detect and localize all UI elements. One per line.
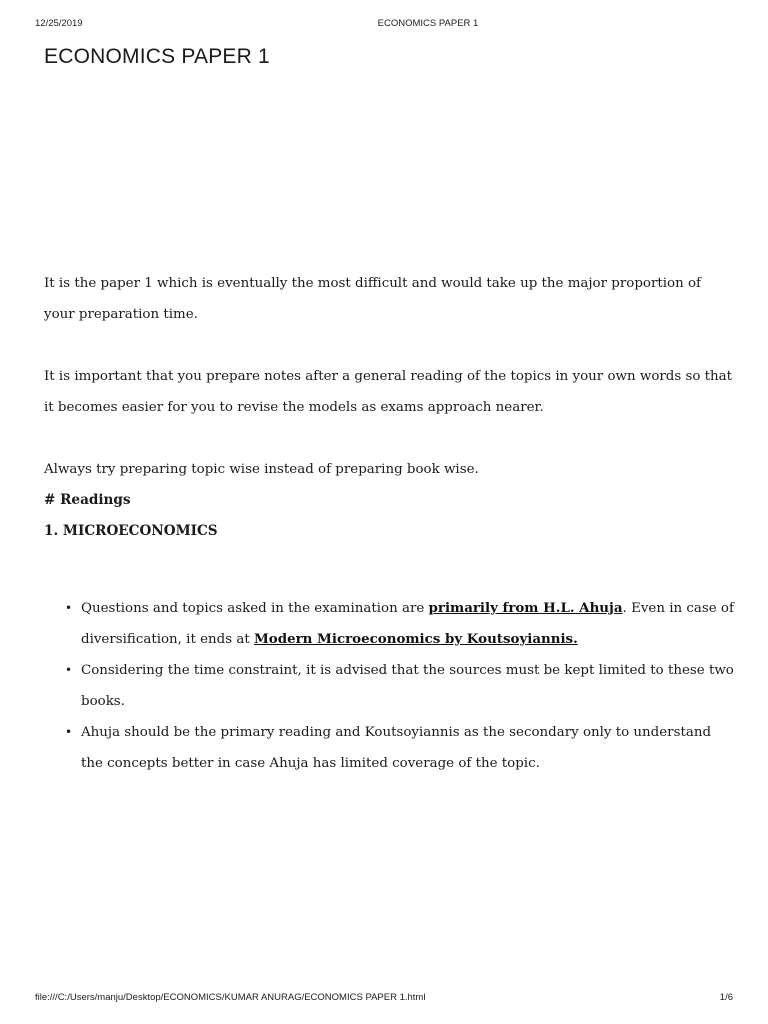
document-body [44,268,734,779]
list-item [65,593,734,655]
file-path: file:///C:/Users/manju/Desktop/ECONOMICS/KUMAR ANURAG/ECONOMICS PAPER 1.html [35,992,426,1003]
paragraph-topic-wise: Always try preparing topic wise instead of preparing book wise. [44,462,479,477]
readings-list [44,593,734,779]
paragraph-notes: It is important that you prepare notes after a general reading of the topics in your own words so that it becomes easier for you to revise the models as exams approach nearer. [44,369,733,415]
list-item [65,717,734,779]
print-header [0,18,768,32]
bullet-icon: • [65,725,73,739]
list-item-text: . Even in case of diversification, it ends at [81,601,734,647]
microeconomics-heading: 1. MICROECONOMICS [44,523,218,539]
link-hl-ahuja[interactable]: primarily from H.L. Ahuja [428,600,623,616]
print-header-title: ECONOMICS PAPER 1 [377,18,479,29]
bullet-icon: • [65,663,73,677]
list-item-text: Considering the time constraint, it is advised that the sources must be kept limited to these two books. [81,663,734,709]
list-item-text: Questions and topics asked in the examination are [81,601,429,616]
list-item [65,655,734,717]
print-footer [0,992,768,1006]
readings-heading: # Readings [44,492,131,508]
list-item-text: Ahuja should be the primary reading and Koutsoyiannis as the secondary only to understand the concepts better in case Ahuja has limited coverage of the topic. [81,725,712,771]
print-date: 12/25/2019 [35,18,83,29]
link-koutsoyiannis[interactable]: Modern Microeconomics by Koutsoyiannis. [253,631,578,647]
bullet-icon: • [65,601,73,615]
page-title: ECONOMICS PAPER 1 [44,45,270,68]
page-number: 1/6 [719,992,733,1003]
paragraph-intro: It is the paper 1 which is eventually the most difficult and would take up the major proportion of your preparation time. [44,276,701,322]
